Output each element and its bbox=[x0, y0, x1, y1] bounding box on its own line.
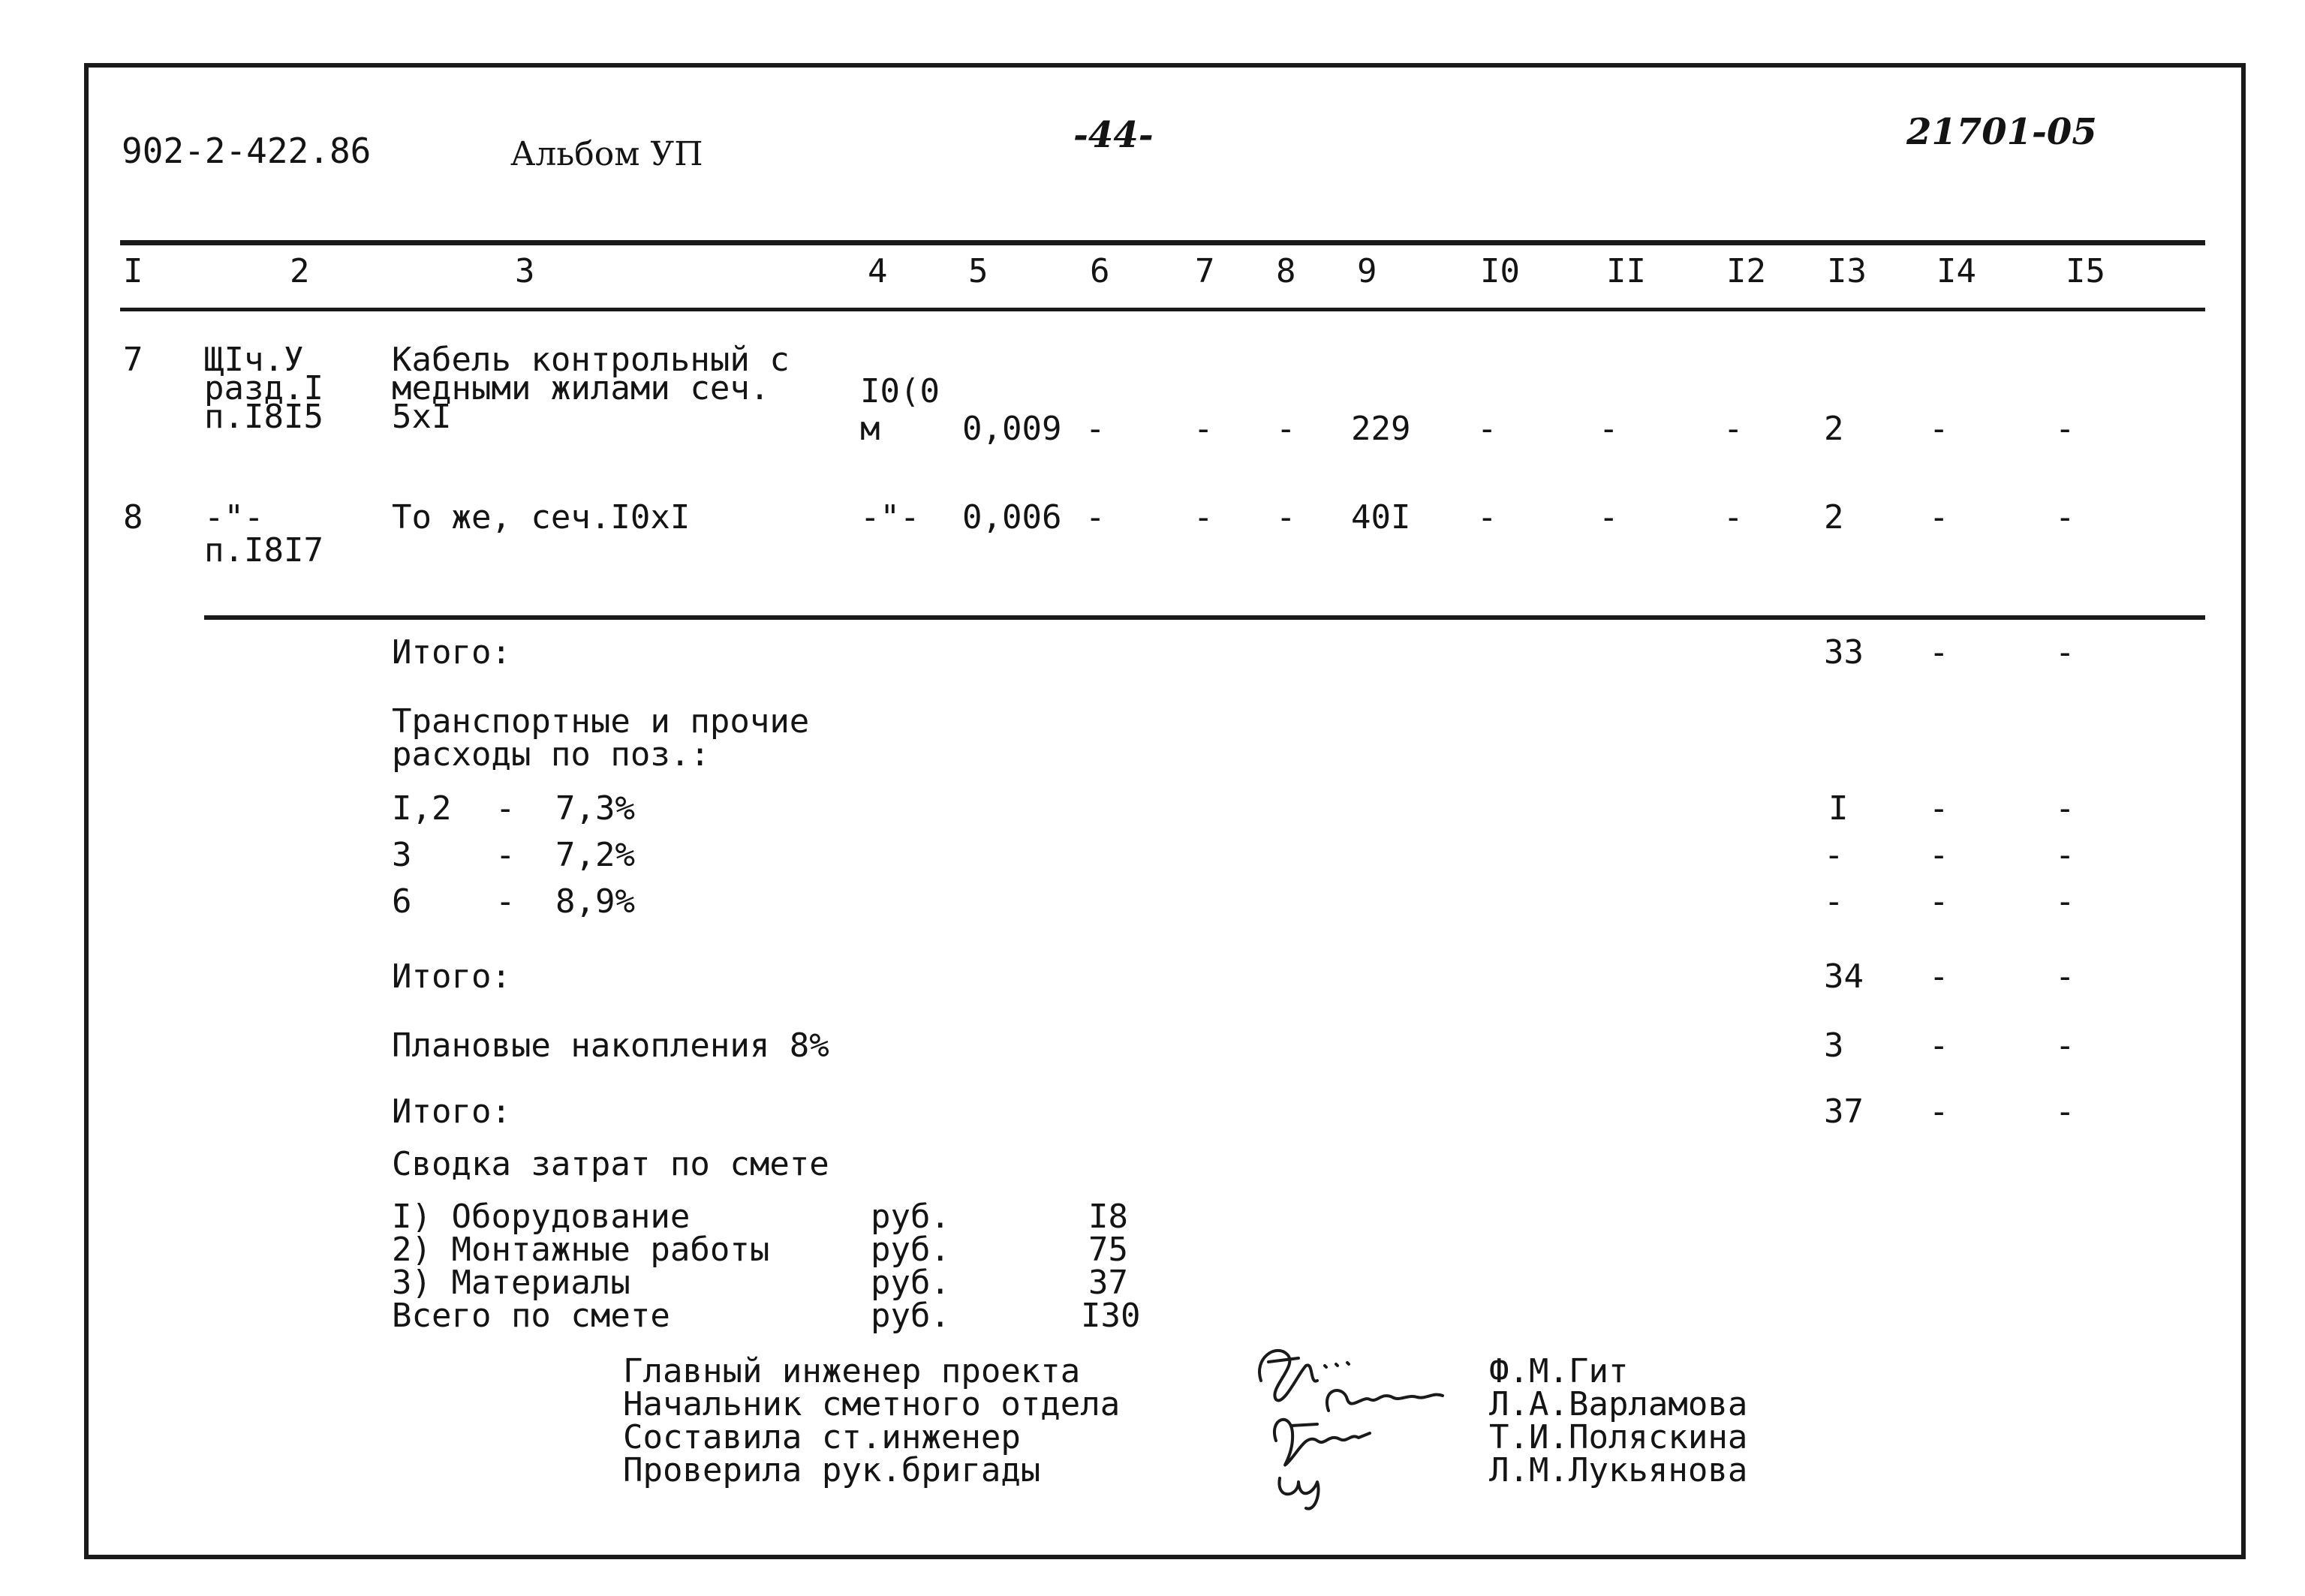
planned-savings-c13: 3 bbox=[1824, 1026, 1844, 1065]
row-reference: разд.I bbox=[204, 369, 323, 407]
cell-c14: - bbox=[1929, 410, 1949, 448]
cell-c7: - bbox=[1193, 498, 1214, 537]
cell-c12: - bbox=[1723, 498, 1744, 537]
grand-subtotal-c13: 37 bbox=[1824, 1093, 1864, 1131]
transport-dash: - bbox=[495, 882, 516, 921]
transport-label: Транспортные и прочие расходы по поз.: bbox=[392, 702, 810, 774]
summary-item-unit: руб. bbox=[871, 1297, 950, 1335]
summary-item-label: 3) Материалы bbox=[392, 1264, 630, 1302]
column-header: 2 bbox=[290, 252, 310, 290]
column-header: II bbox=[1606, 252, 1646, 290]
column-header: 5 bbox=[968, 252, 989, 290]
cell-c6: - bbox=[1085, 410, 1106, 448]
summary-item-value: 75 bbox=[1088, 1231, 1128, 1269]
doc-number: 902-2-422.86 bbox=[122, 131, 372, 171]
summary-item-label: 2) Монтажные работы bbox=[392, 1231, 770, 1269]
transport-c13: - bbox=[1824, 882, 1844, 921]
transport-c15: - bbox=[2055, 882, 2075, 921]
transport-c15: - bbox=[2055, 836, 2075, 874]
cell-c8: - bbox=[1276, 498, 1296, 537]
row-reference: п.I8I5 bbox=[204, 398, 323, 436]
cell-c13: 2 bbox=[1824, 410, 1844, 448]
transport-c13: - bbox=[1824, 836, 1844, 874]
signature-role: Главный инженер проекта bbox=[623, 1352, 1081, 1390]
summary-item-unit: руб. bbox=[871, 1231, 950, 1269]
grand-subtotal-label: Итого: bbox=[392, 1093, 511, 1131]
column-header: 4 bbox=[868, 252, 888, 290]
signature-name: Л.А.Варламова bbox=[1489, 1385, 1748, 1423]
column-header: 7 bbox=[1195, 252, 1215, 290]
header-top-rule bbox=[120, 240, 2205, 245]
subtotal-c13: 33 bbox=[1824, 633, 1864, 672]
transport-c14: - bbox=[1929, 836, 1949, 874]
summary-item-value: I30 bbox=[1081, 1297, 1141, 1335]
column-header: I0 bbox=[1480, 252, 1520, 290]
transport-c15: - bbox=[2055, 789, 2075, 828]
transport-c13: I bbox=[1828, 789, 1849, 828]
summary-title: Сводка затрат по смете bbox=[392, 1145, 829, 1183]
planned-savings-label: Плановые накопления 8% bbox=[392, 1026, 829, 1065]
cell-c7: - bbox=[1193, 410, 1214, 448]
cell-c14: - bbox=[1929, 498, 1949, 537]
row-name: 5хI bbox=[392, 398, 452, 436]
cell-c9: 229 bbox=[1351, 410, 1411, 448]
transport-percent: 8,9% bbox=[555, 882, 635, 921]
column-header: 3 bbox=[515, 252, 535, 290]
subtotal-label: Итого: bbox=[392, 957, 511, 996]
handwritten-signature bbox=[1246, 1328, 1486, 1516]
row-reference: п.I8I7 bbox=[204, 531, 323, 570]
page-number: -44- bbox=[1073, 114, 1154, 156]
subtotal-c15: - bbox=[2055, 633, 2075, 672]
transport-dash: - bbox=[495, 836, 516, 874]
transport-position: 3 bbox=[392, 836, 412, 874]
transport-c14: - bbox=[1929, 882, 1949, 921]
planned-savings-c15: - bbox=[2055, 1026, 2075, 1065]
row-unit: -"- bbox=[860, 498, 920, 537]
transport-c14: - bbox=[1929, 789, 1949, 828]
summary-item-unit: руб. bbox=[871, 1198, 950, 1236]
transport-percent: 7,3% bbox=[555, 789, 635, 828]
subtotal-c14: - bbox=[1929, 957, 1949, 996]
signature-name: Ф.М.Гит bbox=[1489, 1352, 1629, 1390]
subtotal-c14: - bbox=[1929, 633, 1949, 672]
row-name: То же, сеч.I0хI bbox=[392, 498, 691, 537]
summary-item-unit: руб. bbox=[871, 1264, 950, 1302]
cell-c9: 40I bbox=[1351, 498, 1411, 537]
row-reference: ЩIч.У bbox=[204, 341, 304, 379]
transport-position: I,2 bbox=[392, 789, 452, 828]
column-header: 6 bbox=[1090, 252, 1110, 290]
cell-c8: - bbox=[1276, 410, 1296, 448]
grand-subtotal-c15: - bbox=[2055, 1093, 2075, 1131]
transport-position: 6 bbox=[392, 882, 412, 921]
summary-item-value: 37 bbox=[1088, 1264, 1128, 1302]
cell-c10: - bbox=[1477, 498, 1497, 537]
row-name: Кабель контрольный с bbox=[392, 341, 790, 379]
cell-c5: 0,009 bbox=[962, 410, 1062, 448]
row-name: медными жилами сеч. bbox=[392, 369, 770, 407]
subtotal-c13: 34 bbox=[1824, 957, 1864, 996]
column-header: 9 bbox=[1357, 252, 1377, 290]
transport-dash: - bbox=[495, 789, 516, 828]
cell-c10: - bbox=[1477, 410, 1497, 448]
row-unit: м bbox=[860, 410, 880, 448]
summary-item-label: I) Оборудование bbox=[392, 1198, 691, 1236]
row-reference: -"- bbox=[204, 498, 264, 537]
cell-c12: - bbox=[1723, 410, 1744, 448]
summary-item-value: I8 bbox=[1088, 1198, 1128, 1236]
signature-role: Составила ст.инженер bbox=[623, 1418, 1021, 1456]
signature-role: Начальник сметного отдела bbox=[623, 1385, 1121, 1423]
column-header: I3 bbox=[1827, 252, 1867, 290]
column-header: I4 bbox=[1936, 252, 1976, 290]
cell-c11: - bbox=[1599, 498, 1619, 537]
album-title: Альбом УП bbox=[510, 135, 703, 173]
cell-c13: 2 bbox=[1824, 498, 1844, 537]
planned-savings-c14: - bbox=[1929, 1026, 1949, 1065]
cell-c5: 0,006 bbox=[962, 498, 1062, 537]
grand-subtotal-c14: - bbox=[1929, 1093, 1949, 1131]
signature-name: Т.И.Поляскина bbox=[1489, 1418, 1748, 1456]
cell-c11: - bbox=[1599, 410, 1619, 448]
signature-name: Л.М.Лукьянова bbox=[1489, 1451, 1748, 1489]
cell-c6: - bbox=[1085, 498, 1106, 537]
subtotal-c15: - bbox=[2055, 957, 2075, 996]
totals-rule bbox=[204, 615, 2205, 620]
column-header: 8 bbox=[1276, 252, 1296, 290]
row-quantity: I0(0 bbox=[860, 372, 940, 410]
cell-c15: - bbox=[2055, 498, 2075, 537]
column-header: I5 bbox=[2066, 252, 2105, 290]
sheet-code: 21701-05 bbox=[1906, 111, 2097, 153]
column-header: I2 bbox=[1726, 252, 1766, 290]
row-number: 7 bbox=[123, 341, 143, 379]
subtotal-label: Итого: bbox=[392, 633, 511, 672]
cell-c15: - bbox=[2055, 410, 2075, 448]
column-header: I bbox=[123, 252, 143, 290]
row-number: 8 bbox=[123, 498, 143, 537]
signature-role: Проверила рук.бригады bbox=[623, 1451, 1041, 1489]
header-bottom-rule bbox=[120, 308, 2205, 311]
transport-percent: 7,2% bbox=[555, 836, 635, 874]
summary-item-label: Всего по смете bbox=[392, 1297, 670, 1335]
